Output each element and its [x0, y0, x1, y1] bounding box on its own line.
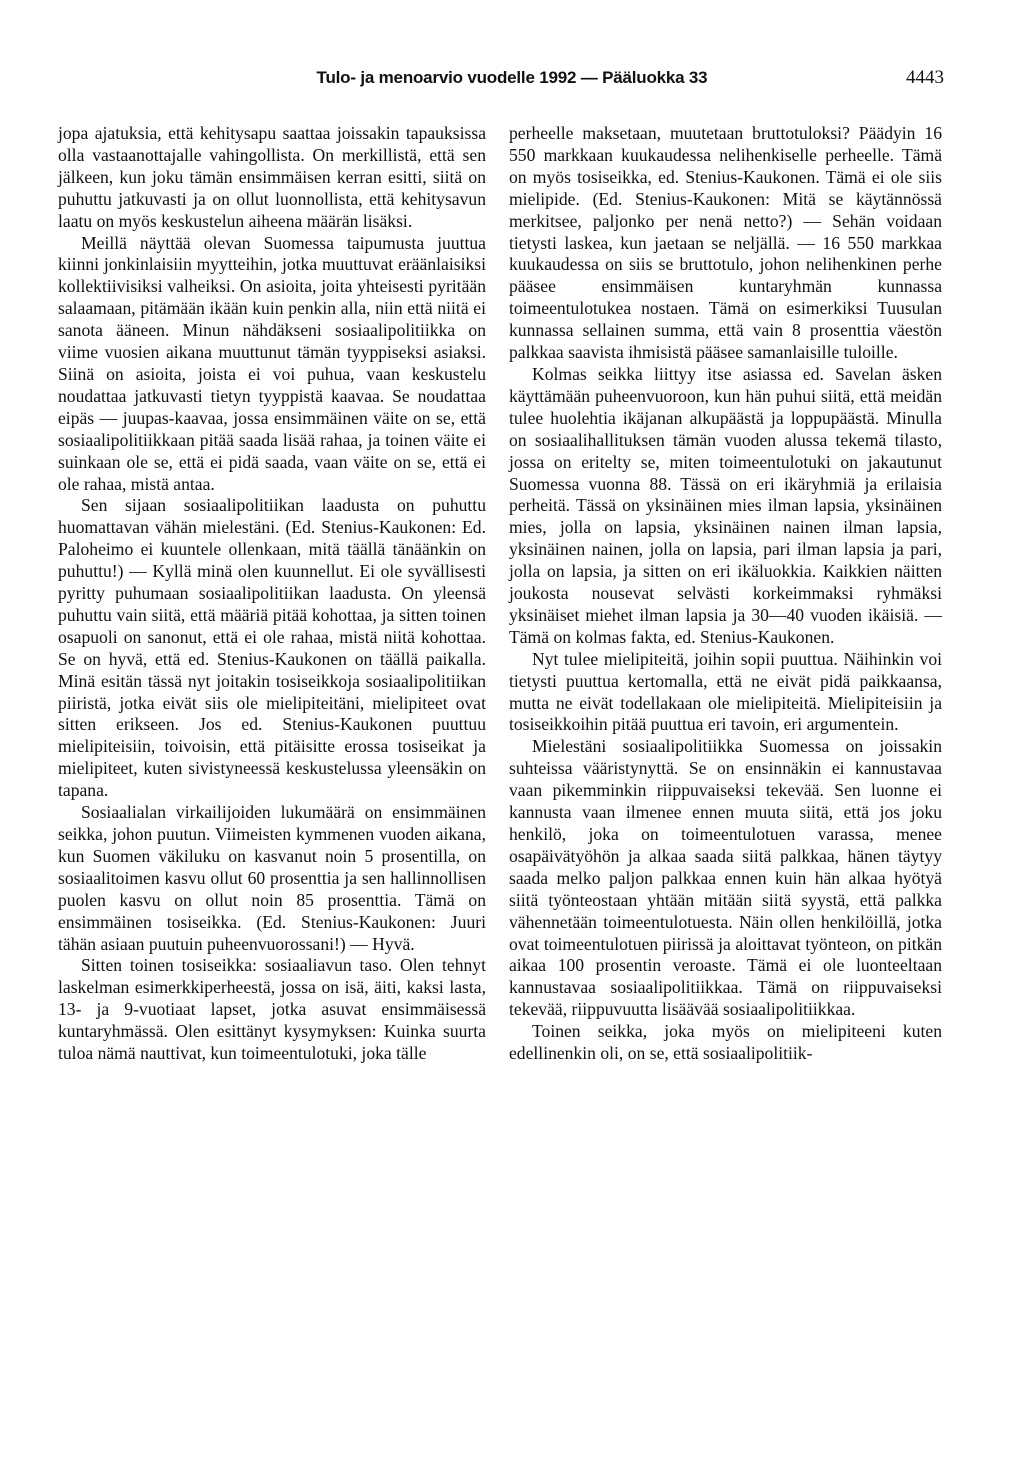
left-column: [58, 123, 486, 1065]
paragraph: Sitten toinen tosiseikka: sosiaaliavun taso. Olen tehnyt laskelman esimerkkiperheestä, jossa on isä, äiti, kaksi lasta, 13- ja 9-vuotiaat lapset, jotka asuvat ensimmäisessä kuntaryhmässä. Olen esittänyt kysymyksen: Kuinka suurta tuloa nämä nauttivat, kun toimeentulotuki, joka tälle: [58, 955, 486, 1064]
paragraph: Sosiaalialan virkailijoiden lukumäärä on ensimmäinen seikka, johon puutun. Viimeisten kymmenen vuoden aikana, kun Suomen väkiluku on kasvanut noin 5 prosentilla, on sosiaalitoimen kasvu ollut 60 prosenttia ja sen hallinnollisen puolen kasvu on ollut noin 85 prosenttia. Tämä on ensimmäinen tosiseikka. (Ed. Stenius-Kaukonen: Juuri tähän asiaan puutuin puheenvuorossani!) — Hyvä.: [58, 802, 486, 954]
paragraph: jopa ajatuksia, että kehitysapu saattaa joissakin tapauksissa olla vastaanottajalle vahingollista. On merkillistä, että sen jälkeen, kun joku tämän ensimmäisen kerran esitti, siitä on puhuttu jatkuvasti ja on ollut luonnollista, että kehitysavun laatu on myös keskustelun aiheena määrän lisäksi.: [58, 123, 486, 231]
paragraph: perheelle maksetaan, muutetaan bruttotuloksi? Päädyin 16 550 markkaan kuukaudessa nelihenkiselle perheelle. Tämä on myös tosiseikka, ed. Stenius-Kaukonen. Tämä ei ole siis mielipide. (Ed. Stenius-Kaukonen: Mitä se käytännössä merkitsee, paljonko per nenä netto?) — Sehän voidaan tietysti laskea, kun jaetaan se neljällä. — 16 550 markkaa kuukaudessa on siis se bruttotulo, johon nelihenkinen perhe pääsee ensimmäisen kuntaryhmän kunnassa toimeentulotukea nostaen. Tämä on esimerkiksi Tuusulan kunnassa sellainen summa, että vain 8 prosenttia väestön palkkaa saavista ihmisistä pääsee samanlaisille tuloille.: [509, 123, 942, 363]
right-column: [509, 123, 942, 1065]
running-title: Tulo- ja menoarvio vuodelle 1992 — Pääluokka 33: [316, 68, 708, 87]
paragraph: Sen sijaan sosiaalipolitiikan laadusta on puhuttu huomattavan vähän mielestäni. (Ed. Stenius-Kaukonen: Ed. Paloheimo ei kuuntele ollenkaan, mitä täällä tänäänkin on puhuttu!) — Kyllä minä olen kuunnellut. Ei ole syvällisesti pyritty puhumaan sosiaalipolitiikan laadusta. On yleensä puhuttu vain siitä, että määriä pitää kohottaa, ja sitten toinen osapuoli on sanonut, että ei ole rahaa, mistä niitä kohottaa. Se on hyvä, että ed. Stenius-Kaukonen on täällä paikalla. Minä esitän tässä nyt joitakin tosiseikkoja sosiaalipolitiikan piiristä, jotka eivät siis ole mielipiteitäni, mielipiteet ovat sitten erikseen. Jos ed. Stenius-Kaukonen puuttuu mielipiteisiin, toivoisin, että pitäisitte erossa tosiseikat ja mielipiteet, kuten sivistyneessä keskustelussa yleensäkin on tapana.: [58, 495, 486, 801]
paragraph: Meillä näyttää olevan Suomessa taipumusta juuttua kiinni jonkinlaisiin myytteihin, jotka muuttuvat eräänlaisiksi kollektiivisiksi valheiksi. On asioita, joita yhteisesti pyritään salaamaan, pitämään ikään kuin penkin alla, niin että niitä ei sanota ääneen. Minun nähdäkseni sosiaalipolitiikka on viime vuosien aikana muuttunut tämän tyyppiseksi asiaksi. Siinä on asioita, joista ei voi puhua, vaan keskustelu noudattaa jatkuvasti tietyn tyyppistä kaavaa. Se noudattaa eipäs — juupas-kaavaa, jossa ensimmäinen väite on se, että sosiaalipolitiikkaan pitää saada lisää rahaa, ja toinen väite ei suinkaan ole se, että ei pidä saada, vaan väite on se, että ei ole rahaa, mistä antaa.: [58, 232, 486, 494]
paragraph: Toinen seikka, joka myös on mielipiteeni kuten edellinenkin oli, on se, että sosiaalipolitiik-: [509, 1021, 942, 1064]
paragraph: Mielestäni sosiaalipolitiikka Suomessa on joissakin suhteissa vääristynyttä. Se on ensinnäkin ei kannustavaa vaan pikemminkin riippuvaiseksi tekevää. Sen luonne ei kannusta vaan ilmenee ennen muuta siitä, että jos joku henkilö, joka on toimeentulotuen varassa, menee osapäivätyöhön ja alkaa saada siitä palkkaa, hänen täytyy saada melko paljon palkkaa ennen kuin hän alkaa hyötyä siitä työnteostaan yhtään mitään siitä syystä, että palkka vähennetään toimeentulotuesta. Näin ollen henkilöillä, jotka ovat toimeentulotuen piirissä ja aloittavat työnteon, on pitkän aikaa 100 prosentin veroaste. Tämä ei ole luonteeltaan kannustavaa sosiaalipolitiikkaa. Tämä on riippuvaiseksi tekevää, riippuvuutta lisäävää sosiaalipolitiikkaa.: [509, 736, 942, 1020]
page-header: [0, 66, 1024, 96]
paragraph: Kolmas seikka liittyy itse asiassa ed. Savelan äsken käyttämään puheenvuoroon, kun hän puhui siitä, että meidän tulee huolehtia ikäjanan alkupäästä ja loppupäästä. Minulla on sosiaalihallituksen tämän vuoden alussa tekemä tilasto, jossa on eritelty se, miten toimeentulotuki on jakautunut Suomessa vuonna 88. Tässä on eri ikäryhmiä ja erilaisia perheitä. Tässä on yksinäinen mies ilman lapsia, yksinäinen mies, jolla on lapsia, yksinäinen nainen ilman lapsia, yksinäinen nainen, jolla on lapsia, pari ilman lapsia ja pari, jolla on lapsia, ja sitten on eri ikäluokkia. Kaikkien näitten joukosta nousevat selvästi korkeimmaksi ryhmäksi yksinäiset miehet ilman lapsia ja 30—40 vuoden ikäisiä. — Tämä on kolmas fakta, ed. Stenius-Kaukonen.: [509, 363, 942, 647]
paragraph: Nyt tulee mielipiteitä, joihin sopii puuttua. Näihinkin voi tietysti puuttua kertomalla, että ne eivät pidä paikkaansa, mutta ne eivät todellakaan ole mielipiteitä. Mielipiteisiin ja tosiseikkoihin pitää puuttua eri tavoin, eri argumentein.: [509, 648, 942, 735]
page-number: 4443: [906, 67, 944, 88]
